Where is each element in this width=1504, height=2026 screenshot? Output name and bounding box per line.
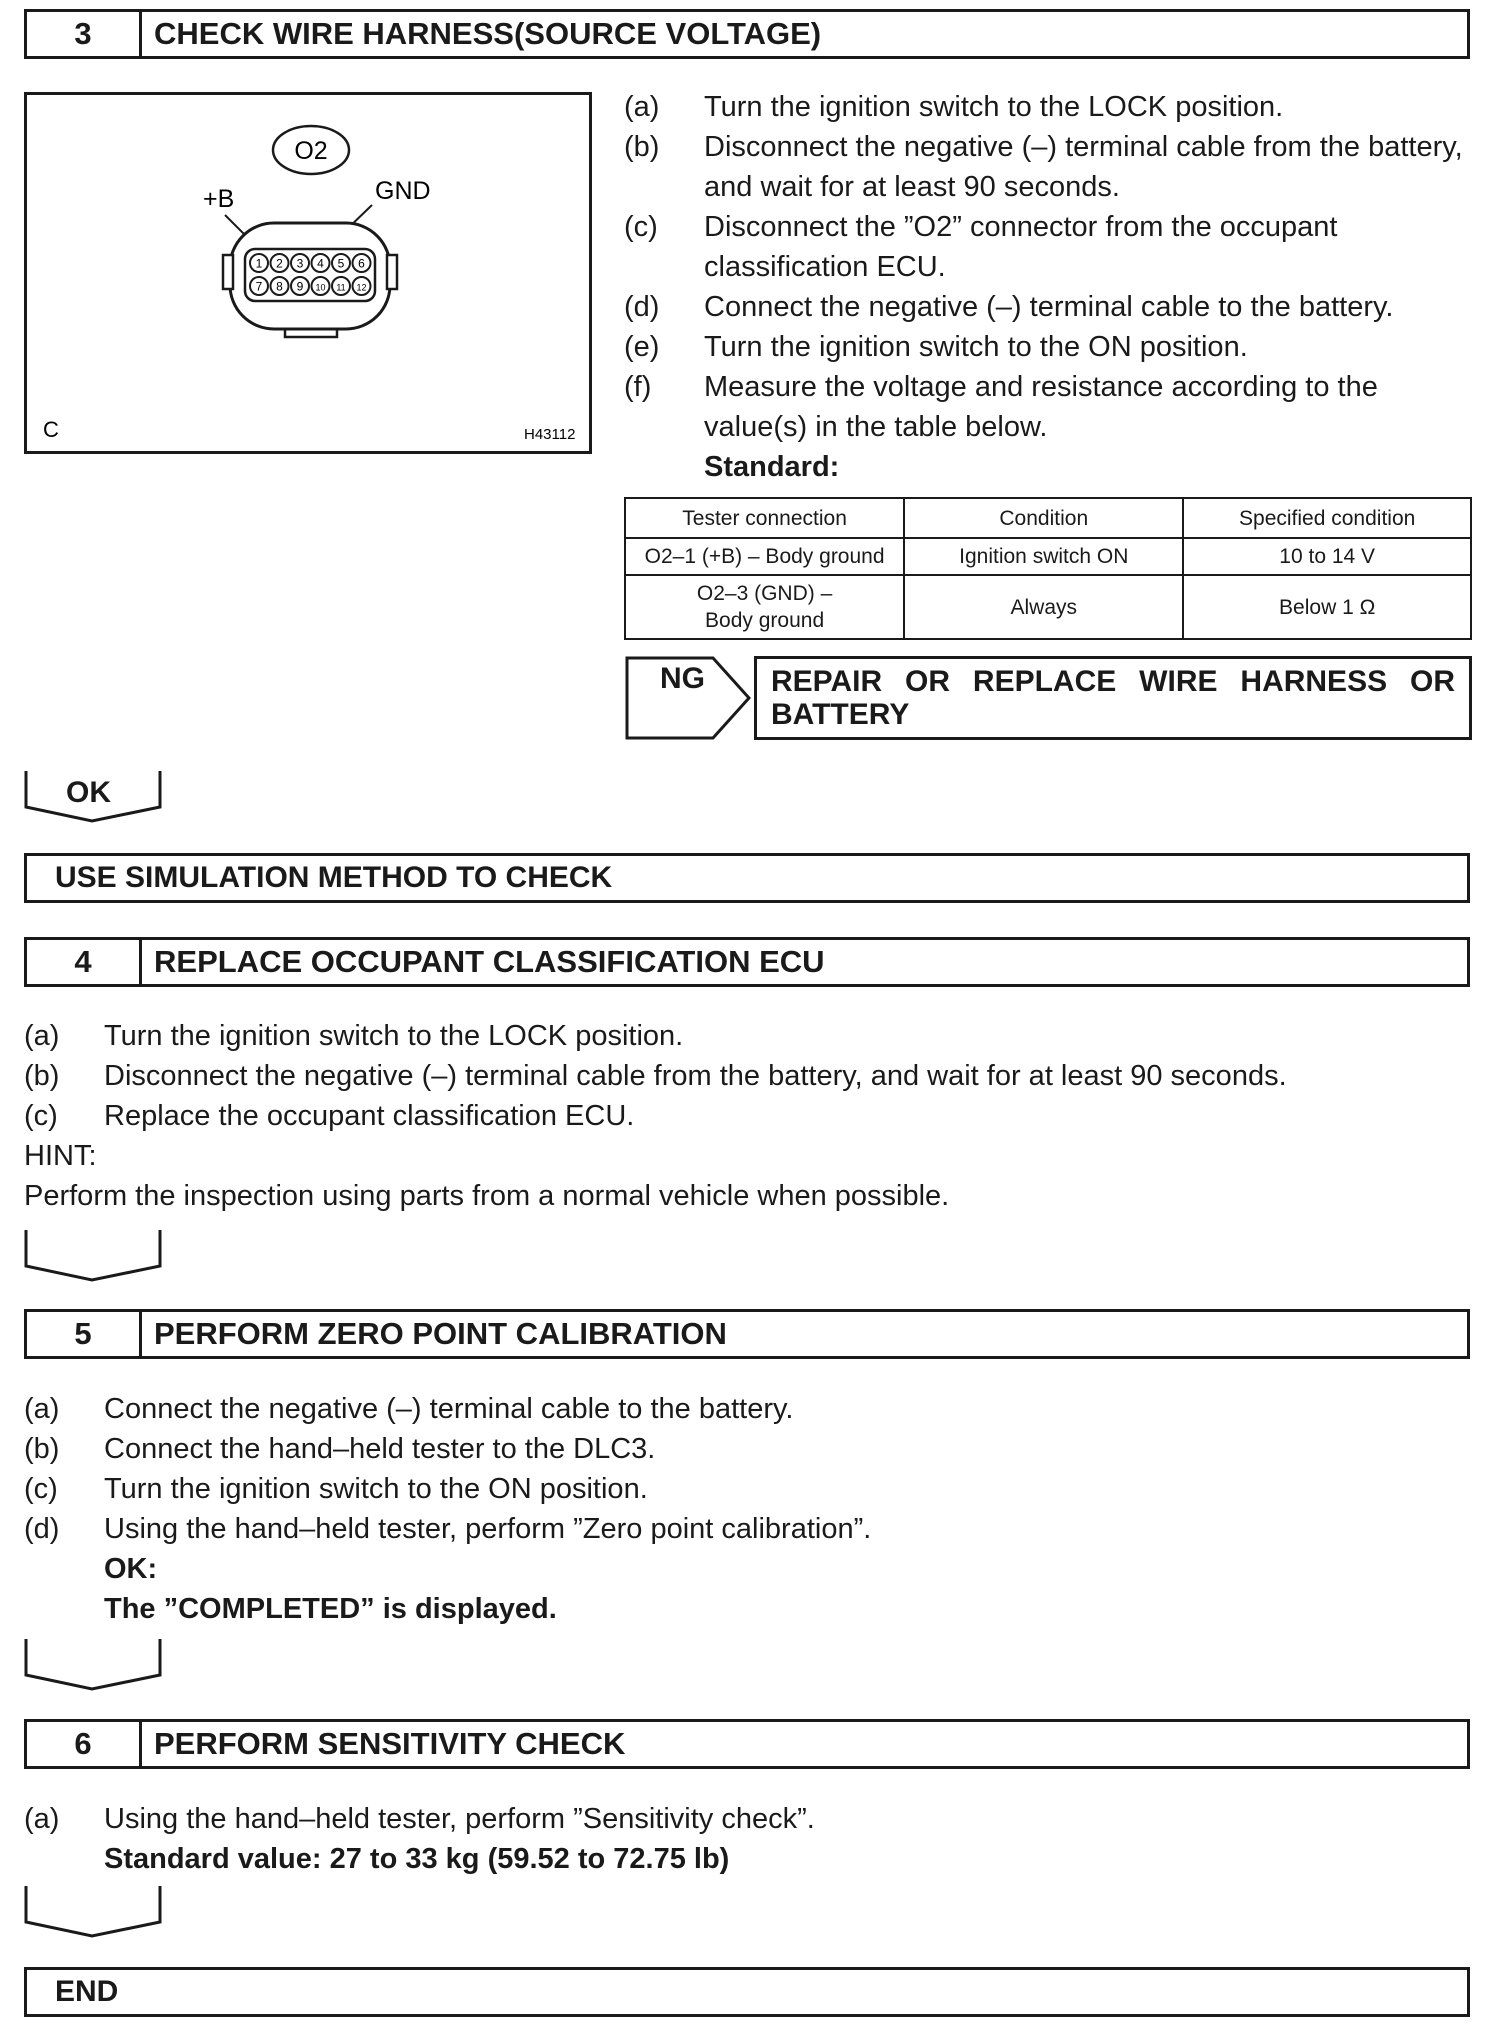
list-item	[24, 1589, 1470, 1629]
column-header: Specified condition	[1183, 498, 1471, 538]
step-title: PERFORM ZERO POINT CALIBRATION	[154, 1316, 727, 1351]
connector-pin-number: 7	[255, 279, 263, 294]
connector-pin-number: 11	[336, 282, 346, 293]
list-item: (e) Turn the ignition switch to the ON position.	[624, 331, 1248, 363]
connector-pin-number: 10	[315, 282, 326, 293]
table-cell: O2–3 (GND) – Body ground	[625, 575, 904, 639]
flow-tab	[24, 1228, 164, 1284]
list-item: (d) Connect the negative (–) terminal cable to the battery.	[624, 291, 1394, 323]
connector-pin-number: 3	[296, 256, 304, 271]
ok-label: OK	[66, 776, 111, 809]
connector-pin-number: 5	[337, 256, 345, 271]
list-item: (b) Connect the hand–held tester to the DLC3.	[24, 1433, 656, 1465]
connector-pin-number: 1	[255, 256, 263, 271]
list-item: (b) Disconnect the negative (–) terminal cable from the battery, and wait for at least 90 seconds.	[624, 131, 1463, 203]
ng-label: NG	[660, 662, 705, 695]
table-row	[625, 538, 1471, 575]
list-item: (a) Using the hand–held tester, perform ”Sensitivity check”.	[24, 1803, 815, 1835]
figure-corner-letter: C	[43, 417, 59, 442]
pin-gnd-label: GND	[375, 177, 431, 205]
flow-tab	[24, 1884, 164, 1940]
step-title: PERFORM SENSITIVITY CHECK	[154, 1726, 626, 1761]
table-row	[625, 575, 1471, 639]
hint-text: Perform the inspection using parts from a normal vehicle when possible.	[24, 1180, 950, 1212]
step-title: CHECK WIRE HARNESS(SOURCE VOLTAGE)	[154, 16, 822, 51]
table-cell: Below 1 Ω	[1183, 575, 1471, 639]
end-box: END	[24, 1967, 1470, 2017]
step-3-instructions	[624, 87, 1472, 487]
step-5-instructions	[24, 1389, 1470, 1629]
step-number: 6	[27, 1722, 142, 1766]
connector-pin-number: 4	[317, 256, 324, 271]
list-item: (c) Turn the ignition switch to the ON position.	[24, 1473, 648, 1505]
connector-body	[230, 223, 390, 329]
step-number: 4	[27, 940, 142, 984]
list-item	[624, 447, 1472, 487]
connector-tab-left	[223, 255, 233, 289]
list-item: (a) Connect the negative (–) terminal cable to the battery.	[24, 1393, 794, 1425]
step-4-header	[24, 937, 1470, 987]
list-item	[24, 1839, 1470, 1879]
list-item: (b) Disconnect the negative (–) terminal cable from the battery, and wait for at least 90 seconds.	[24, 1060, 1287, 1092]
connector-tab-right	[387, 255, 397, 289]
list-item: (d) Using the hand–held tester, perform ”Zero point calibration”.	[24, 1513, 872, 1545]
table-cell: Always	[904, 575, 1183, 639]
standard-value: Standard value: 27 to 33 kg (59.52 to 72.75 lb)	[104, 1843, 730, 1875]
connector-pin-number: 9	[296, 279, 304, 294]
hint-label: HINT:	[24, 1140, 97, 1172]
spec-table	[624, 497, 1472, 640]
table-cell: Ignition switch ON	[904, 538, 1183, 575]
connector-diagram	[27, 95, 589, 451]
step-5-header	[24, 1309, 1470, 1359]
ok-criteria-label: OK:	[104, 1553, 158, 1585]
connector-pin-number: 2	[276, 256, 283, 271]
connector-figure	[24, 92, 592, 454]
step-6-instructions	[24, 1799, 1470, 1879]
connector-pin-number: 6	[358, 256, 365, 271]
connector-label: O2	[294, 137, 328, 165]
ng-action-box: REPAIR OR REPLACE WIRE HARNESS OR BATTERY	[754, 656, 1472, 740]
ok-criteria-text: The ”COMPLETED” is displayed.	[104, 1593, 557, 1625]
table-cell: O2–1 (+B) – Body ground	[625, 538, 904, 575]
list-item: (a) Turn the ignition switch to the LOCK position.	[24, 1020, 684, 1052]
list-item	[24, 1549, 1470, 1589]
standard-label: Standard:	[704, 451, 840, 483]
connector-pin-number: 8	[276, 279, 283, 294]
list-item: (c) Replace the occupant classification ECU.	[24, 1100, 635, 1132]
table-cell: 10 to 14 V	[1183, 538, 1471, 575]
simulation-method-box: USE SIMULATION METHOD TO CHECK	[24, 853, 1470, 903]
list-item: (c) Disconnect the ”O2” connector from the occupant classification ECU.	[624, 211, 1338, 283]
step-number: 3	[27, 12, 142, 56]
step-6-header	[24, 1719, 1470, 1769]
column-header: Tester connection	[625, 498, 904, 538]
connector-pin-number: 12	[356, 282, 367, 293]
step-number: 5	[27, 1312, 142, 1356]
list-item: (f) Measure the voltage and resistance according to the value(s) in the table below.	[624, 371, 1378, 443]
table-header-row	[625, 498, 1471, 538]
step-title: REPLACE OCCUPANT CLASSIFICATION ECU	[154, 944, 825, 979]
step-4-instructions	[24, 1016, 1470, 1216]
column-header: Condition	[904, 498, 1183, 538]
flow-tab	[24, 1637, 164, 1693]
figure-code: H43112	[524, 426, 576, 443]
list-item: (a) Turn the ignition switch to the LOCK position.	[624, 91, 1284, 123]
pin-b-label: +B	[203, 185, 235, 213]
step-3-header	[24, 9, 1470, 59]
